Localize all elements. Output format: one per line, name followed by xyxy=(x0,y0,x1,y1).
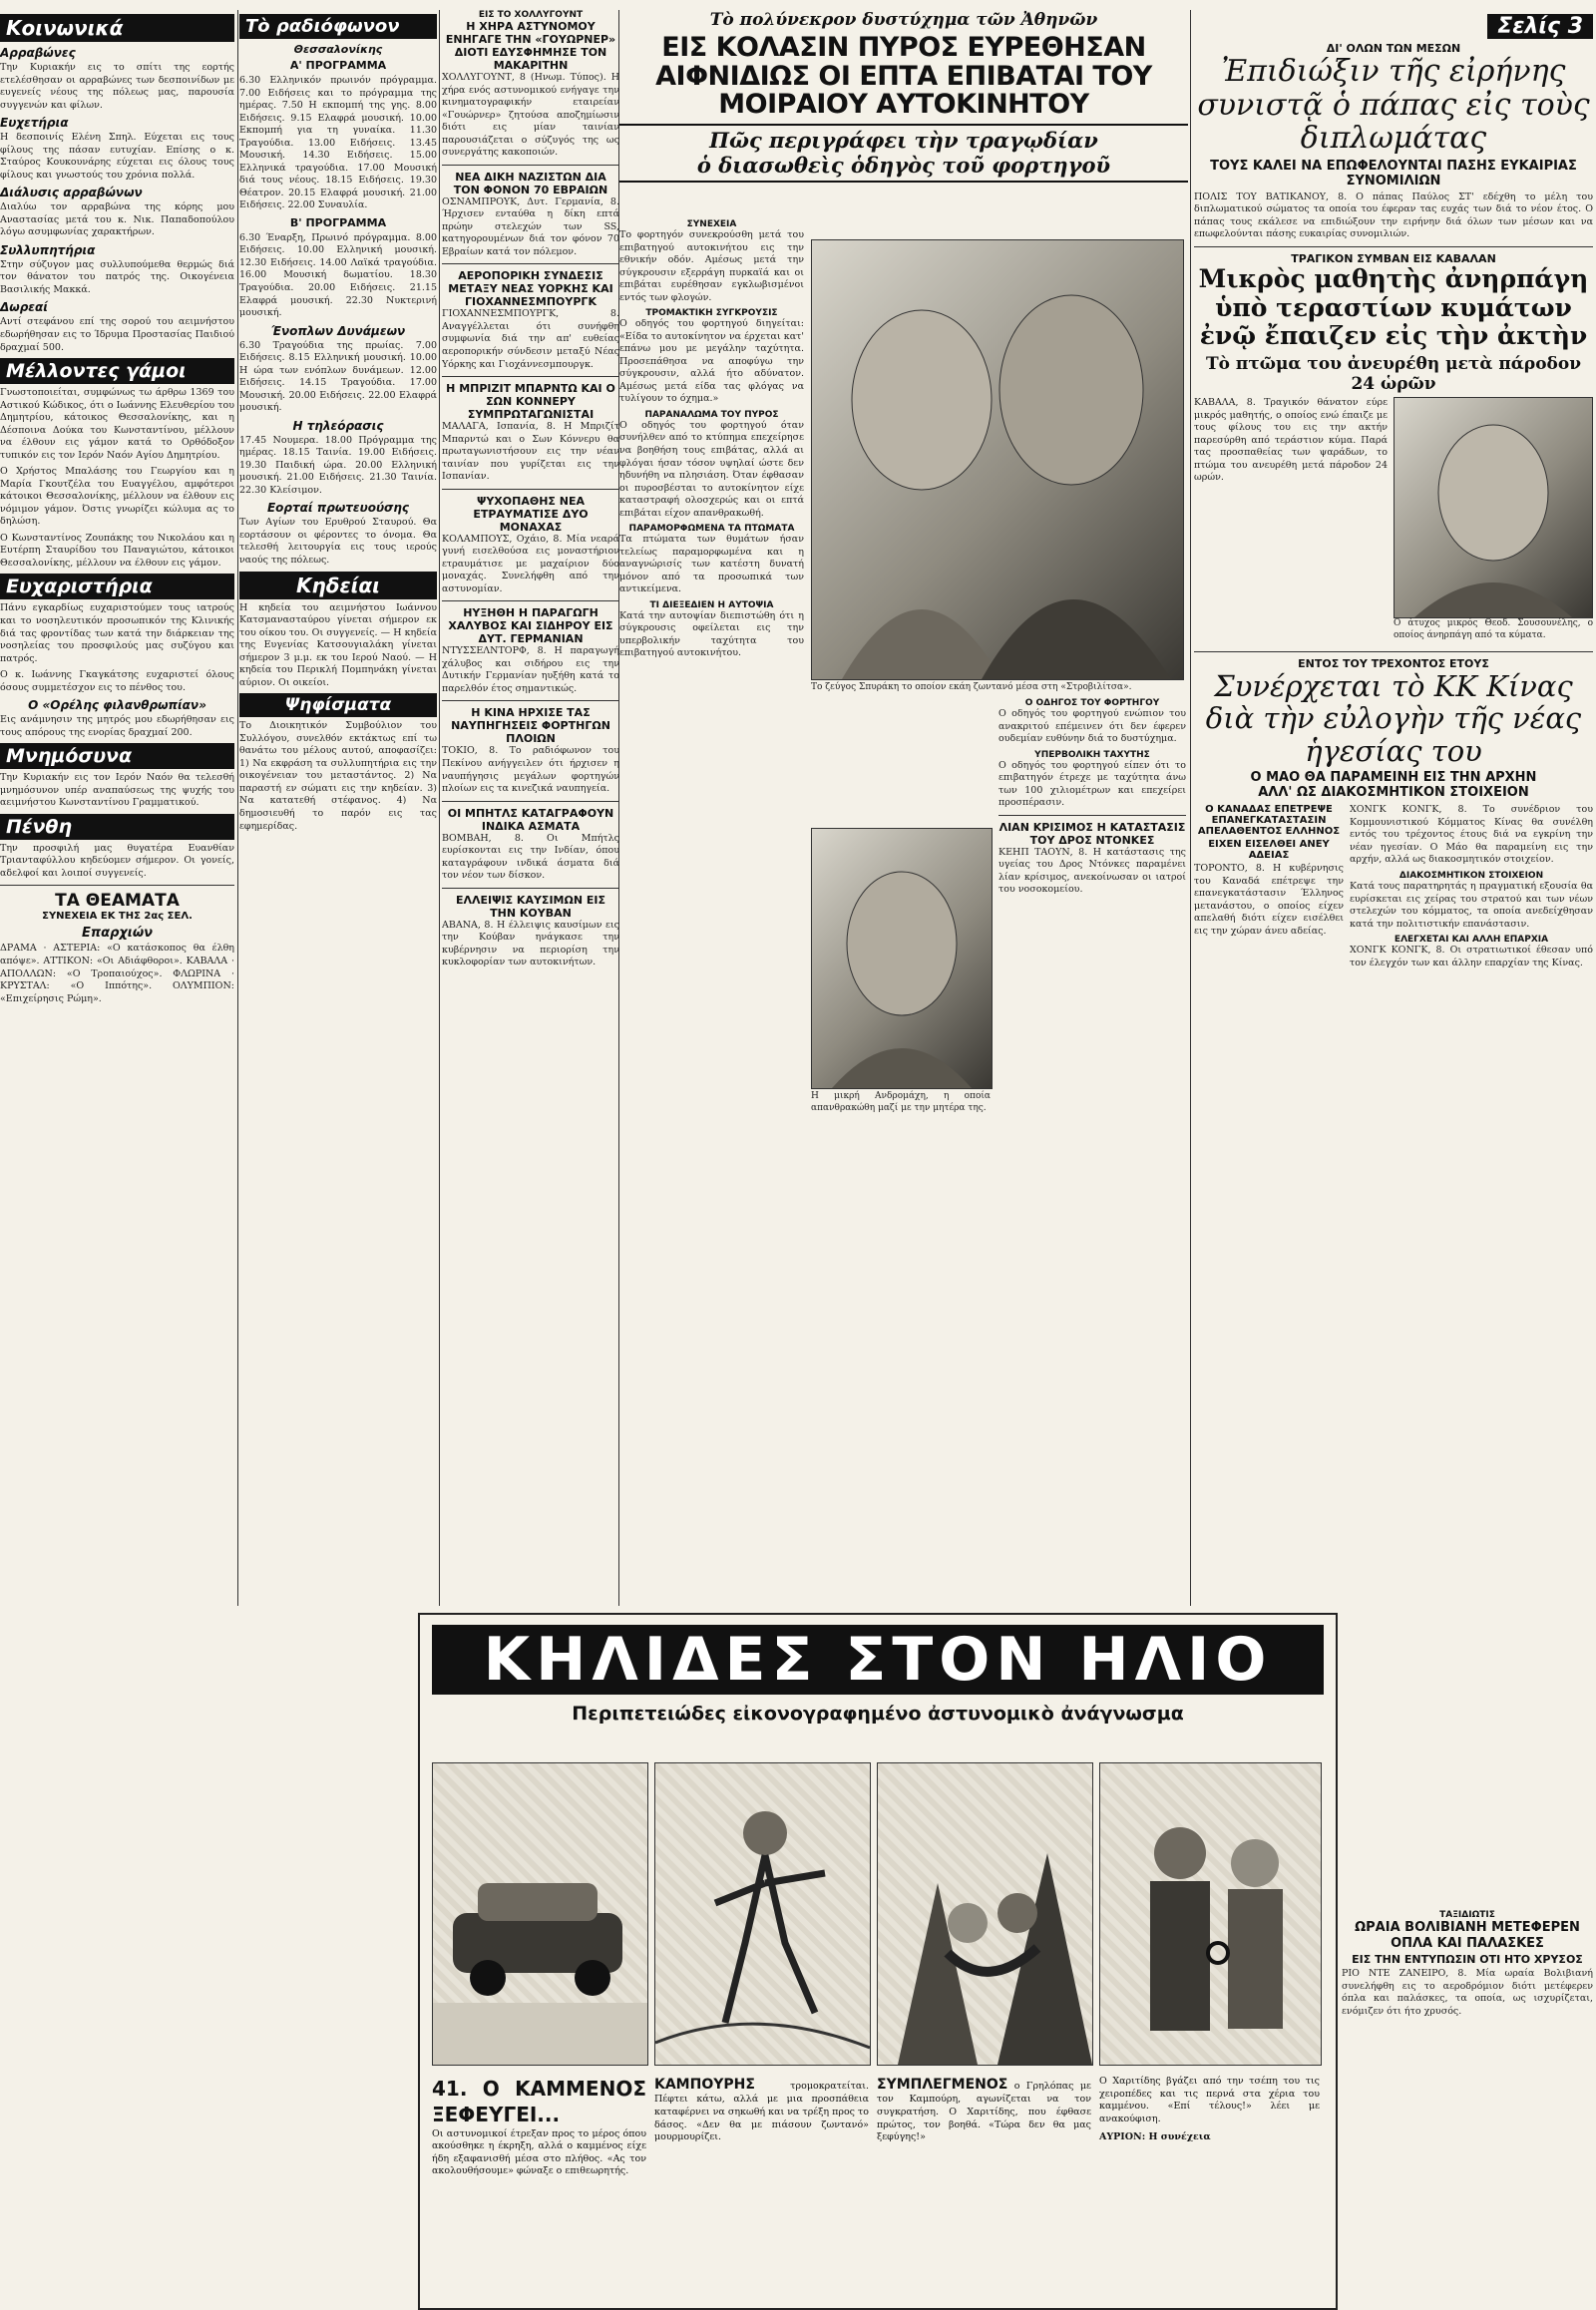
sub-heading: Εορταί πρωτευούσης xyxy=(266,501,410,516)
strip-subtitle: Περιπετειώδες εἰκονογραφημένο ἀστυνομικὸ ἀνάγνωσμα xyxy=(572,1703,1184,1725)
theatre-heading: Επαρχιών xyxy=(81,926,153,942)
column-social xyxy=(0,10,234,2304)
article-text: ΡΙΟ ΝΤΕ ΖΑΝΕΙΡΟ, 8. Μία ωραία Βολιβιανή συνελήφθη εις το αεροδρόμιον διότι μετέφερεν όπλα και παλάσκες, τα οποία, ως ισχυρίζεται, ενόμιζεν ότι ήτο χρυσός. xyxy=(1342,1968,1593,2017)
program-text: 6.30 Τραγούδια της πρωίας. 7.00 Ειδήσεις. 8.15 Ελληνική μουσική. 10.00 Η ώρα των ενόπλων δυνάμεων. 12.00 Ειδήσεις. 14.15 Τραγούδια. 17.00 Μουσική. 20.00 Ειδήσεις. 22.00 Ελαφρά μουσική. xyxy=(239,339,437,414)
story-right xyxy=(998,698,1186,901)
headline: Η ΧΗΡΑ ΑΣΤΥΝΟΜΟΥ ΕΝΗΓΑΓΕ ΤΗΝ «ΓΟΥΩΡΝΕΡ» ΔΙΟΤΙ ΕΔΥΣΦΗΜΗΣΕ ΤΟΝ ΜΑΚΑΡΙΤΗΝ xyxy=(445,20,616,72)
boy-photo xyxy=(1394,397,1593,618)
divider xyxy=(442,165,619,166)
sub-headline: ΤΟΥΣ ΚΑΛΕΙ ΝΑ ΕΠΩΦΕΛΟΥΝΤΑΙ ΠΑΣΗΣ ΕΥΚΑΙΡΙΑΣ ΣΥΝΟΜΙΛΙΩΝ xyxy=(1210,158,1577,189)
boy-illustration xyxy=(1395,398,1592,617)
drowning-story xyxy=(1194,397,1593,646)
bolivia-story xyxy=(1342,1910,1593,2022)
article-text: ΚΟΛΑΜΠΟΥΣ, Οχάιο, 8. Μία νεαρά γυνή εισελθούσα εις μοναστήριον ετραυμάτισε με μαχαίριον δύο μοναχάς. Συνελήφθη από την αστυνομίαν. xyxy=(442,533,619,594)
canada-box xyxy=(1194,804,1344,973)
article-text: Τα πτώματα των θυμάτων ήσαν τελείως παραμορφωμένα και η αναγνώρισίς των κατέστη δυνατή μόνον από τα προσωπικά των αντικείμενα. xyxy=(619,534,804,595)
page-label: Σελίς 3 xyxy=(1487,14,1593,39)
deck: ὁ διασωθεὶς ὁδηγὸς τοῦ φορτηγοῦ xyxy=(619,153,1188,183)
article-text: ΜΑΛΑΓΑ, Ισπανία, 8. Η Μπριζίτ Μπαρντώ και ο Σων Κόννερυ θα πρωταγωνιστήσουν εις την νέαν ταινίαν που γυρίζεται εις την Ισπανίαν. xyxy=(442,421,619,483)
caption-text: τρομοκρατείται. Πέφτει κάτω, αλλά με μια προσπάθεια καταφέρνει να σηκωθή και να τρέξη προς το δάσος. «Δεν θα με πιάσουν ζωντανό» μουρμουρίζει. xyxy=(654,2081,870,2143)
headline: ΗΥΞΗΘΗ Η ΠΑΡΑΓΩΓΗ ΧΑΛΥΒΟΣ ΚΑΙ ΣΙΔΗΡΟΥ ΕΙΣ ΔΥΤ. ΓΕΡΜΑΝΙΑΝ xyxy=(448,606,613,646)
sub-heading: Δωρεαί xyxy=(0,300,48,315)
article-text: Η δεσποινίς Ελένη Σπηλ. Εύχεται εις τους φίλους της πάσαν ευτυχίαν. Επίσης ο κ. Σταύρος Κουκουνάρης εύχεται εις όλους τους φίλους και γνωστούς του χρόνια πολλά. xyxy=(0,132,234,181)
article-text: ΟΣΝΑΜΠΡΟΥΚ, Δυτ. Γερμανία, 8. Ήρχισεν ενταύθα η δίκη επτά πρώην στελεχών των SS, κατηγορουμένων διά τον φόνον 70 Εβραίων κατά τον πόλεμον. xyxy=(442,195,619,257)
sub-heading: ΣΥΝΕΧΕΙΑ xyxy=(686,219,737,229)
sub-heading: ΕΛΕΓΧΕΤΑΙ ΚΑΙ ΑΛΛΗ ΕΠΑΡΧΙΑ xyxy=(1394,935,1549,946)
program-heading: Β' ΠΡΟΓΡΑΜΜΑ xyxy=(289,215,387,229)
article-text: Ο οδηγός του φορτηγού ενώπιον του ανακριτού επέμεινεν ότι δεν έφερεν ουδεμίαν ευθύνην διά το δυστύχημα. xyxy=(998,708,1186,745)
article-text: ΚΕΗΠ ΤΑΟΥΝ, 8. Η κατάστασις της υγείας του Δρος Ντόνκες παραμένει λίαν κρίσιμος, ανεκοίνωσαν οι ιατροί του νοσοκομείου. xyxy=(998,846,1186,896)
article-text: Αντί στεφάνου επί της σορού του αειμνήστου εδωρήθησαν εις το Ίδρυμα Προστασίας Παιδιού δραχμαί 500. xyxy=(0,316,234,353)
sub-heading: Ένοπλων Δυνάμεων xyxy=(270,323,406,338)
article-text: Την προσφιλή μας θυγατέρα Ευανθίαν Τριανταφύλλου κηδεύομεν σήμερον. Οι γονείς, αδελφοί και λοιποί συγγενείς. xyxy=(0,842,234,879)
sub-heading: ΤΙ ΔΙΕΞΕΔΙΕΝ Η ΑΥΤΟΨΙΑ xyxy=(649,599,774,610)
sub-heading: ΥΠΕΡΒΟΛΙΚΗ ΤΑΧΥΤΗΣ xyxy=(1034,749,1150,760)
program-text: 6.30 Ελληνικόν πρωινόν πρόγραμμα. 7.00 Ειδήσεις και το πρόγραμμα της ημέρας. 7.50 Η εκπομπή της γης. 8.00 Ειδήσεις. 9.15 Ελαφρά μουσική. 10.00 Εκπομπή για τη γυναίκα. 11.30 Τραγούδια. 13.00 Ειδήσεις. 13.45 Μουσική. 14.30 Ειδήσεις. 15.00 Ελληνικά τραγούδια. 17.00 Μουσική διά τους νέους. 18.15 Ειδήσεις. 19.30 Θέατρον. 20.15 Ελαφρά μουσική. 21.00 Ειδήσεις. 22.00 Συναυλία. xyxy=(239,75,437,211)
divider xyxy=(442,600,619,601)
caption-text: Ο Χαριτίδης βγάζει από την τσέπη του τις χειροπέδες και τις περνά στα χέρια του καμμένου. «Επί τέλους!» λέει με ανακούφιση. xyxy=(1099,2076,1320,2124)
article-text: Γνωστοποιείται, συμφώνως τω άρθρω 1369 του Αστικού Κώδικος, ότι ο Ιωάννης Ελευθερίου του Δημητρίου, κάτοικος Θεσσαλονίκης, και η Δέσποινα Δούκα του Κωνσταντίνου, μέλλουν να έλθουν εις γάμον κατά το Ορθόδοξον τυπικόν εις τον Ιερόν Ναόν Αγίου Δημητρίου. xyxy=(0,387,234,461)
headline: Ἐπιδιώξιν τῆς εἰρήνης συνιστᾷ ὁ πάπας εἰς τοὺς διπλωμάτας xyxy=(1197,54,1590,157)
headline: ΨΥΧΟΠΑΘΗΣ ΝΕΑ ΕΤΡΑΥΜΑΤΙΣΕ ΔΥΟ ΜΟΝΑΧΑΣ xyxy=(473,494,589,534)
article-text: Την Κυριακήν εις το σπίτι της εορτής ετελέσθησαν οι αρραβώνες των δεσποινίδων με ευγενείς νέους της πόλεως μας, παρουσία συγγενών και φίλων. xyxy=(0,62,234,111)
article-text: Κατά την αυτοψίαν διεπιστώθη ότι η σύγκρουσις οφείλεται εις την υπερβολικήν ταχύτητα του επιβατηγού αυτοκινήτου. xyxy=(619,609,804,659)
drowning-text xyxy=(1194,397,1388,646)
panel-4-drawing xyxy=(1100,1763,1321,2065)
china-text xyxy=(1350,804,1593,973)
article-text: Το φορτηγόν συνεκρούσθη μετά του επιβατηγού αυτοκινήτου εις την εθνικήν οδόν. Αμέσως μετά την σύγκρουσιν εξερράγη πυρκαϊά και οι επιβάται ευρέθησαν εγκλωβισμένοι εντός των φλογών. xyxy=(619,229,804,303)
panel-2-drawing xyxy=(655,1763,870,2065)
kicker: ΔΙ' ΟΛΩΝ ΤΩΝ ΜΕΣΩΝ xyxy=(1326,42,1461,55)
sub-heading: Η τηλεόρασις xyxy=(292,418,384,433)
sub-headline: ΕΙΣ ΤΗΝ ΕΝΤΥΠΩΣΙΝ ΟΤΙ ΗΤΟ ΧΡΥΣΟΣ xyxy=(1352,1953,1583,1967)
section-heading: Κοινωνικά xyxy=(0,14,234,42)
article-text: ΝΤΥΣΣΕΛΝΤΟΡΦ, 8. Η παραγωγή χάλυβος και σιδήρου εις την Δυτικήν Γερμανίαν ηυξήθη κατά το παρελθόν έτος σημαντικώς. xyxy=(442,645,619,694)
strip-panel-4 xyxy=(1099,1762,1322,2066)
panel-1-drawing xyxy=(433,1763,647,2065)
headline: Ο ΚΑΝΑΔΑΣ ΕΠΕΤΡΕΨΕ ΕΠΑΝΕΓΚΑΤΑΣΤΑΣΙΝ ΑΠΕΛΑΘΕΝΤΟΣ ΕΛΛΗΝΟΣ xyxy=(1197,804,1341,838)
sub-heading: Ο ΟΔΗΓΟΣ ΤΟΥ ΦΟΡΤΗΓΟΥ xyxy=(1024,698,1160,708)
couple-illustration xyxy=(812,240,1183,679)
headline: Η ΚΙΝΑ ΗΡΧΙΣΕ ΤΑΣ ΝΑΥΠΗΓΗΣΕΙΣ ΦΟΡΤΗΓΩΝ ΠΛΟΙΩΝ xyxy=(451,706,610,746)
divider xyxy=(442,263,619,264)
sub-heading: ΔΙΑΚΟΣΜΗΤΙΚΟΝ ΣΤΟΙΧΕΙΟΝ xyxy=(1398,870,1544,881)
caption-lead-word: ΣΥΜΠΛΕΓΜΕΝΟΣ xyxy=(877,2077,1008,2093)
divider xyxy=(442,888,619,889)
article-text: ΤΟΚΙΟ, 8. Το ραδιόφωνον του Πεκίνου ανήγγειλεν ότι ήρχισεν η ναυπήγησις μεγάλων φορτηγών πλοίων εις τα κινεζικά ναυπηγεία. xyxy=(442,745,619,795)
article-text: Η κηδεία του αειμνήστου Ιωάννου Κατσμανασταύρου γίνεται σήμερον εκ του οίκου του. Οι συγγενείς. — Η κηδεία της Ευγενίας Κατσουγιαλάκη γίνεται σήμερον 3 μ.μ. εκ του Ιερού Ναού. — Η κηδεία του Περικλή Πομπηνάκη γίνεται αύριον. Οι οικείοι. xyxy=(239,601,437,688)
strip-panel-1 xyxy=(432,1762,648,2066)
girl-photo xyxy=(811,828,993,1089)
column-news-briefs xyxy=(442,10,619,1606)
section-heading: Ευχαριστήρια xyxy=(0,574,234,599)
sub-heading: Αρραβώνες xyxy=(0,46,76,60)
divider xyxy=(442,801,619,802)
kicker: ΤΑΞΙΔΙΩΤΙΣ xyxy=(1439,1910,1495,1920)
divider xyxy=(1194,246,1593,247)
headline: ΟΙ ΜΠΗΤΛΣ ΚΑΤΑΓΡΑΦΟΥΝ ΙΝΔΙΚΑ ΑΣΜΑΤΑ xyxy=(447,806,614,833)
sub-headline: ΕΙΧΕΝ ΕΙΣΕΛΘΕΙ ΑΝΕΥ ΑΔΕΙΑΣ xyxy=(1208,839,1330,862)
theatre-subtitle: ΣΥΝΕΧΕΙΑ ΕΚ ΤΗΣ 2ας ΣΕΛ. xyxy=(42,911,193,923)
main-headline: ΕΙΣ ΚΟΛΑΣΙΝ ΠΥΡΟΣ ΕΥΡΕΘΗΣΑΝ ΑΙΦΝΙΔΙΩΣ ΟΙ ΕΠΤΑ ΕΠΙΒΑΤΑΙ ΤΟΥ ΜΟΙΡΑΙΟΥ ΑΥΤΟΚΙΝΗΤΟΥ xyxy=(655,32,1152,121)
divider xyxy=(442,489,619,490)
headline: ΩΡΑΙΑ ΒΟΛΙΒΙΑΝΗ ΜΕΤΕΦΕΡΕΝ ΟΠΛΑ ΚΑΙ ΠΑΛΑΣΚΕΣ xyxy=(1355,1920,1580,1951)
caption-lead-word: ΚΑΜΠΟΥΡΗΣ xyxy=(654,2077,755,2093)
strip-caption-4 xyxy=(1099,2076,1320,2144)
article-text: Στην σύζυγον μας συλλυπούμεθα θερμώς διά τον θάνατον του πατρός της. Οικογένεια Βασιλικής Μακκά. xyxy=(0,258,234,295)
kicker: Τὸ πολύνεκρον δυστύχημα τῶν Ἀθηνῶν xyxy=(709,10,1098,30)
divider xyxy=(442,700,619,701)
sub-heading: ΤΡΟΜΑΚΤΙΚΗ ΣΥΓΚΡΟΥΣΙΣ xyxy=(645,308,778,319)
caption-text: ο Γρηλόπας με τον Καμπούρη, αγωνίζεται να τον συγκρατήση. Ο Χαριτίδης, που έφθασε πρώτος, τον βοηθά. «Τώρα δεν θα μας ξεφύγης!» xyxy=(877,2081,1091,2143)
article-text: ΓΙΟΧΑΝΝΕΣΜΠΟΥΡΓΚ, 8. Αναγγέλλεται ότι συνήφθη συμφωνία διά την απ' ευθείας αεροπορικήν σύνδεσιν μεταξύ Νέας Υόρκης και Γιοχάννεσμπουργκ. xyxy=(442,308,619,370)
article-text: ΑΒΑΝΑ, 8. Η έλλειψις καυσίμων εις την Κούβαν ηνάγκασε την κυβέρνησιν να περιορίση την κυκλοφορίαν των αυτοκινήτων. xyxy=(442,919,619,968)
article-text: ΧΟΛΛΥΓΟΥΝΤ, 8 (Ηνωμ. Τύπος). Η χήρα ενός αστυνομικού ενήγαγε την κινηματογραφικήν εταιρείαν «Γουώρνερ» ζητούσα αποζημίωσιν διότι εις μίαν ταινίαν παρουσιάζεται ο σύζυγός της ως συνεργάτης κακοποιών. xyxy=(442,72,619,159)
deck: Πῶς περιγράφει τὴν τραγῳδίαν xyxy=(619,124,1188,153)
headline: Μικρὸς μαθητὴς ἀνηρπάγη ὑπὸ τεραστίων κυμάτων ἐνῷ ἔπαιζεν εἰς τὴν ἀκτὴν xyxy=(1198,263,1589,351)
column-rule xyxy=(237,10,238,1606)
article-text: Ο Κωνσταντίνος Ζουπάκης του Νικολάου και η Ευτέρπη Σταυρίδου του Παναγιώτου, κάτοικοι Θεσσαλονίκης, μέλλουν να έλθουν εις γάμον. xyxy=(0,532,234,569)
article-text: ΧΟΝΓΚ ΚΟΝΓΚ, 8. Το συνέδριον του Κομμουνιστικού Κόμματος Κίνας θα συνέλθη εντός του τρέχοντος έτους διά να εγκρίνη την νέαν ηγεσίαν. Ο Μάο θα παραμείνη εις την αρχήν, αλλά ως διακοσμητικόν στοιχείον. xyxy=(1350,804,1593,866)
boy-photo-block xyxy=(1394,397,1593,646)
strip-caption-1 xyxy=(432,2076,646,2178)
photo-caption: Το ζεύγος Σπυράκη το οποίον εκάη ζωντανό μέσα στη «Στροβιλίτσα». xyxy=(811,682,1132,692)
section-heading: Μέλλοντες γάμοι xyxy=(0,358,234,384)
photo-caption: Ο άτυχος μικρός Θεοδ. Σουσουνέλης, ο οποίος άνηρπάγη από τα κύματα. xyxy=(1394,618,1593,641)
article-text: Διαλύω τον αρραβώνα της κόρης μου Αναστασίας μετά του κ. Νικ. Παπαδοπούλου λόγω ασυμφωνίας χαρακτήρων. xyxy=(0,201,234,238)
strip-panel-3 xyxy=(877,1762,1093,2066)
sub-heading: Ευχετήρια xyxy=(0,116,69,131)
program-heading: Α' ΠΡΟΓΡΑΜΜΑ xyxy=(289,59,387,72)
strip-panel-2 xyxy=(654,1762,871,2066)
kicker: ΤΡΑΓΙΚΟΝ ΣΥΜΒΑΝ ΕΙΣ ΚΑΒΑΛΑΝ xyxy=(1291,251,1496,265)
strip-next: ΑΥΡΙΟΝ: Η συνέχεια xyxy=(1099,2131,1211,2143)
article-text: Ο οδηγός του φορτηγού όταν συνήλθεν από το κτύπημα επεχείρησε να βοηθήση τους επιβάτας, αλλά αι φλόγαι ήσαν τόσον υψηλαί ώστε δεν ηδυνήθη να πλησιάση. Όταν έφθασαν οι πυροσβέσται το αυτοκίνητον είχε καταστραφή ολοσχερώς και οι επτά επιβάται είχον απανθρακωθή. xyxy=(619,419,804,519)
article-text: Ο οδηγός του φορτηγού είπεν ότι το επιβατηγόν έτρεχε με ταχύτητα άνω των 100 χιλιομέτρων και επεχείρει προσπέρασιν. xyxy=(998,759,1186,809)
strip-caption-3 xyxy=(877,2076,1091,2144)
comic-strip xyxy=(418,1613,1338,2310)
kicker: ΕΝΤΟΣ ΤΟΥ ΤΡΕΧΟΝΤΟΣ ΕΤΟΥΣ xyxy=(1298,656,1489,670)
article-text: Των Αγίων του Ερυθρού Σταυρού. Θα εορτάσουν οι φέροντες το όνομα. Θα τελεσθή λειτουργία εις τους ιερούς ναούς της πόλεως. xyxy=(239,517,437,566)
program-text: 6.30 Έναρξη, Πρωινό πρόγραμμα. 8.00 Ειδήσεις. 10.00 Ελληνική μουσική. 12.30 Ειδήσεις. 14.00 Λαϊκά τραγούδια. 16.00 Μουσική δωματίου. 18.30 Τραγούδια. 20.00 Ειδήσεις. 21.15 Ελαφρά μουσική. 22.30 Νυκτερινή μουσική. xyxy=(239,231,437,319)
article-text: Ο Χρήστος Μπαλάσης του Γεωργίου και η Μαρία Γκουτζέλα του Ευαγγέλου, αμφότεροι κάτοικοι Θεσσαλονίκης, μέλλουν να έλθουν εις νόμιμον γάμον. Όστις γνωρίζει κώλυμα ας το δηλώση. xyxy=(0,466,234,528)
article-text: ΚΑΒΑΛΑ, 8. Τραγικόν θάνατον εύρε μικρός μαθητής, ο οποίος ενώ έπαιζε με τους φίλους του εις την ακτήν παρεσύρθη από τεράστιον κύμα. Παρά τας προσπαθείας των ψαράδων, το πτώμα του ανευρέθη μετά πάροδον 24 ωρών. xyxy=(1194,397,1388,484)
article-text: ΧΟΝΓΚ ΚΟΝΓΚ, 8. Οι στρατιωτικοί έθεσαν υπό τον έλεγχόν των και άλλην επαρχίαν της Κίνας. xyxy=(1350,945,1593,968)
page-label-row xyxy=(1194,10,1593,42)
headline: Η ΜΠΡΙΖΙΤ ΜΠΑΡΝΤΩ ΚΑΙ Ο ΣΩΝ ΚΟΝΝΕΡΥ ΣΥΜΠΡΩΤΑΓΩΝΙΣΤΑΙ xyxy=(446,382,615,422)
sub-headline: Τὸ πτῶμα του ἀνευρέθη μετὰ πάροδον 24 ὡρῶν xyxy=(1205,354,1582,395)
article-text: ΠΟΛΙΣ ΤΟΥ ΒΑΤΙΚΑΝΟΥ, 8. Ο πάπας Παύλος ΣΤ' εδέχθη το μέλη του διπλωματικού σώματος τα οποία του έφεραν τας ευχάς των διά το νέον έτος. Ο πάπας τους εκάλεσε να επιδιώξουν την ειρήνην διά όλων των μέσων και να επωφελούνται πάσης ευκαιρίας συνομιλιών. xyxy=(1194,191,1593,240)
headline: ΕΛΛΕΙΨΙΣ ΚΑΥΣΙΜΩΝ ΕΙΣ ΤΗΝ ΚΟΥΒΑΝ xyxy=(456,893,605,920)
theatre-title: ΤΑ ΘΕΑΜΑΤΑ xyxy=(55,891,180,912)
section-heading: Πένθη xyxy=(0,814,234,840)
sub-headline: ΑΛΛ' ΩΣ ΔΙΑΚΟΣΜΗΤΙΚΟΝ ΣΤΟΙΧΕΙΟΝ xyxy=(1258,785,1529,801)
sub-heading: Θεσσαλονίκης xyxy=(293,43,383,56)
sub-heading: Συλλυπητήρια xyxy=(0,242,96,257)
panel-3-drawing xyxy=(878,1763,1092,2065)
couple-photo xyxy=(811,239,1184,680)
column-rule xyxy=(1190,10,1191,1606)
article-text: ΤΟΡΟΝΤΟ, 8. Η κυβέρνησις του Καναδά επέτρεψε την επανεγκατάστασιν Έλληνος μετανάστου, ο οποίος είχεν απελαθή διότι είχεν εισέλθει εις την χώραν άνευ αδείας. xyxy=(1194,863,1344,937)
theatre-listings: ΔΡΑΜΑ · ΑΣΤΕΡΙΑ: «Ο κατάσκοπος θα έλθη απόψε». ΑΤΤΙΚΟΝ: «Οι Αδιάφθοροι». ΚΑΒΑΛΑ · ΑΠΟΛΛΩΝ: «Ο Τροπαιούχος». ΦΛΩΡΙΝΑ · ΚΡΥΣΤΑΛ: «Ο Ιππότης». ΟΛΥΜΠΙΟΝ: «Επιχείρησις Ρώμη». xyxy=(0,943,234,1004)
kicker: ΕΙΣ ΤΟ ΧΟΛΛΥΓΟΥΝΤ xyxy=(478,10,584,20)
girl-illustration xyxy=(812,829,992,1088)
article-text: Την Κυριακήν εις τον Ιερόν Ναόν θα τελεσθή μνημόσυνον υπέρ αναπαύσεως της ψυχής του αειμνήστου Κωνσταντίνου Γραμματικού. xyxy=(0,772,234,809)
episode-title: 41. Ο ΚΑΜΜΕΝΟΣ ΞΕΦΕΥΓΕΙ... xyxy=(432,2077,646,2127)
divider xyxy=(1194,651,1593,652)
column-radio xyxy=(239,10,437,1606)
sub-heading: ΠΑΡΑΝΑΛΩΜΑ ΤΟΥ ΠΥΡΟΣ xyxy=(644,409,779,420)
section-heading: Τὸ ραδιόφωνον xyxy=(239,14,437,39)
article-text: ΒΟΜΒΑΗ, 8. Οι Μπήτλς ευρίσκονται εις την Ινδίαν, όπου καταγράφουν ινδικά άσματα διά τον νέον των δίσκον. xyxy=(442,832,619,882)
strip-caption-2 xyxy=(654,2076,869,2144)
china-story xyxy=(1194,804,1593,973)
program-text: 17.45 Νουμερα. 18.00 Πρόγραμμα της ημέρας. 18.15 Ταινία. 19.00 Ειδήσεις. 19.30 Παιδική ώρα. 20.00 Ελληνική μουσική. 21.00 Ειδήσεις. 21.30 Ταινία. 22.30 Κλείσιμον. xyxy=(239,434,437,496)
strip-title: ΚΗΛΙΔΕΣ ΣΤΟΝ ΗΛΙΟ xyxy=(432,1625,1324,1695)
article-text: Ο κ. Ιωάννης Γκαγκάτσης ευχαριστεί όλους όσους συμμετέσχον εις το πένθος του. xyxy=(0,669,234,693)
sub-heading: Διάλυσις αρραβώνων xyxy=(0,186,143,200)
headline: ΝΕΑ ΔΙΚΗ ΝΑΖΙΣΤΩΝ ΔΙΑ ΤΟΝ ΦΟΝΟΝ 70 ΕΒΡΑΙΩΝ xyxy=(453,170,608,196)
photo-caption: Η μικρή Ανδρομάχη, η οποία απανθρακώθη μαζί με την μητέρα της. xyxy=(811,1091,991,1113)
article-text: Κατά τους παρατηρητάς η πραγματική εξουσία θα ευρίσκεται εις χείρας του στρατού και των νέων στελεχών του κόμματος, τα οποία ανεδείχθησαν κατά την πολιτιστικήν επανάστασιν. xyxy=(1350,880,1593,930)
divider xyxy=(998,815,1186,816)
sub-headline: Ο ΜΑΟ ΘΑ ΠΑΡΑΜΕΙΝΗ ΕΙΣ ΤΗΝ ΑΡΧΗΝ xyxy=(1250,770,1537,786)
article-text: Εις ανάμνησιν της μητρός μου εδωρήθησαν εις τους απόρους της ενορίας δραχμαί 200. xyxy=(0,714,234,738)
main-story xyxy=(619,10,1188,1606)
sub-heading: ΠΑΡΑΜΟΡΦΩΜΕΝΑ ΤΑ ΠΤΩΜΑΤΑ xyxy=(628,524,795,535)
article-text: Πάνυ εγκαρδίως ευχαριστούμεν τους ιατρούς και το νοσηλευτικόν προσωπικόν της Κλινικής διά τας φροντίδας των κατά την διάρκειαν της νοσηλείας του προσφιλούς μας συζύγου και πατρός. xyxy=(0,602,234,664)
headline: ΛΙΑΝ ΚΡΙΣΙΜΟΣ Η ΚΑΤΑΣΤΑΣΙΣ ΤΟΥ ΔΡΟΣ ΝΤΟΝΚΕΣ xyxy=(998,820,1186,847)
sub-heading: Ο «Ορέλης φιλανθρωπίαν» xyxy=(28,698,206,713)
column-rule xyxy=(439,10,440,1606)
article-text: Το Διοικητικόν Συμβούλιον του Συλλόγου, συνελθόν εκτάκτως επί τω θανάτω του μέλους αυτού, αποφασίζει: 1) Να εκφράση τα συλλυπητήρια εις την οικογένειαν του μεταστάντος. 2) Να παραστή εν σώματι εις την κηδείαν. 3) Να κατατεθή στέφανος. 4) Να δημοσιευθή το παρόν εις τας εφημερίδας. xyxy=(239,720,437,832)
headline: Συνέρχεται τὸ ΚΚ Κίνας διὰ τὴν εὐλογὴν τῆς νέας ἡγεσίας του xyxy=(1205,668,1582,768)
divider xyxy=(0,885,234,886)
divider xyxy=(442,376,619,377)
section-heading: Ψηφίσματα xyxy=(239,693,437,717)
section-heading: Κηδείαι xyxy=(239,572,437,599)
article-text: Ο οδηγός του φορτηγού διηγείται: «Είδα το αυτοκίνητον να έρχεται κατ' επάνω μου με μεγάλην ταχύτητα. Προσεπάθησα να αποφύγω την σύγκρουσιν, αλλά ήτο αδύνατον. Αμέσως μετά είδα τας φλόγας να τυλίγουν το όχημα.» xyxy=(619,318,804,405)
caption-text: Οι αστυνομικοί έτρεξαν προς το μέρος όπου ακούσθηκε η έκρηξη, αλλά ο καμμένος είχε ήδη εξαφανισθή μέσα στο πλήθος. «Ας τον ακολουθήσουμε» φώναξε ο επιθεωρητής. xyxy=(432,2127,646,2177)
section-heading: Μνημόσυνα xyxy=(0,743,234,769)
headline: ΑΕΡΟΠΟΡΙΚΗ ΣΥΝΔΕΣΙΣ ΜΕΤΑΞΥ ΝΕΑΣ ΥΟΡΚΗΣ ΚΑΙ ΓΙΟΧΑΝΝΕΣΜΠΟΥΡΓΚ xyxy=(448,269,613,309)
story-left xyxy=(619,219,804,664)
